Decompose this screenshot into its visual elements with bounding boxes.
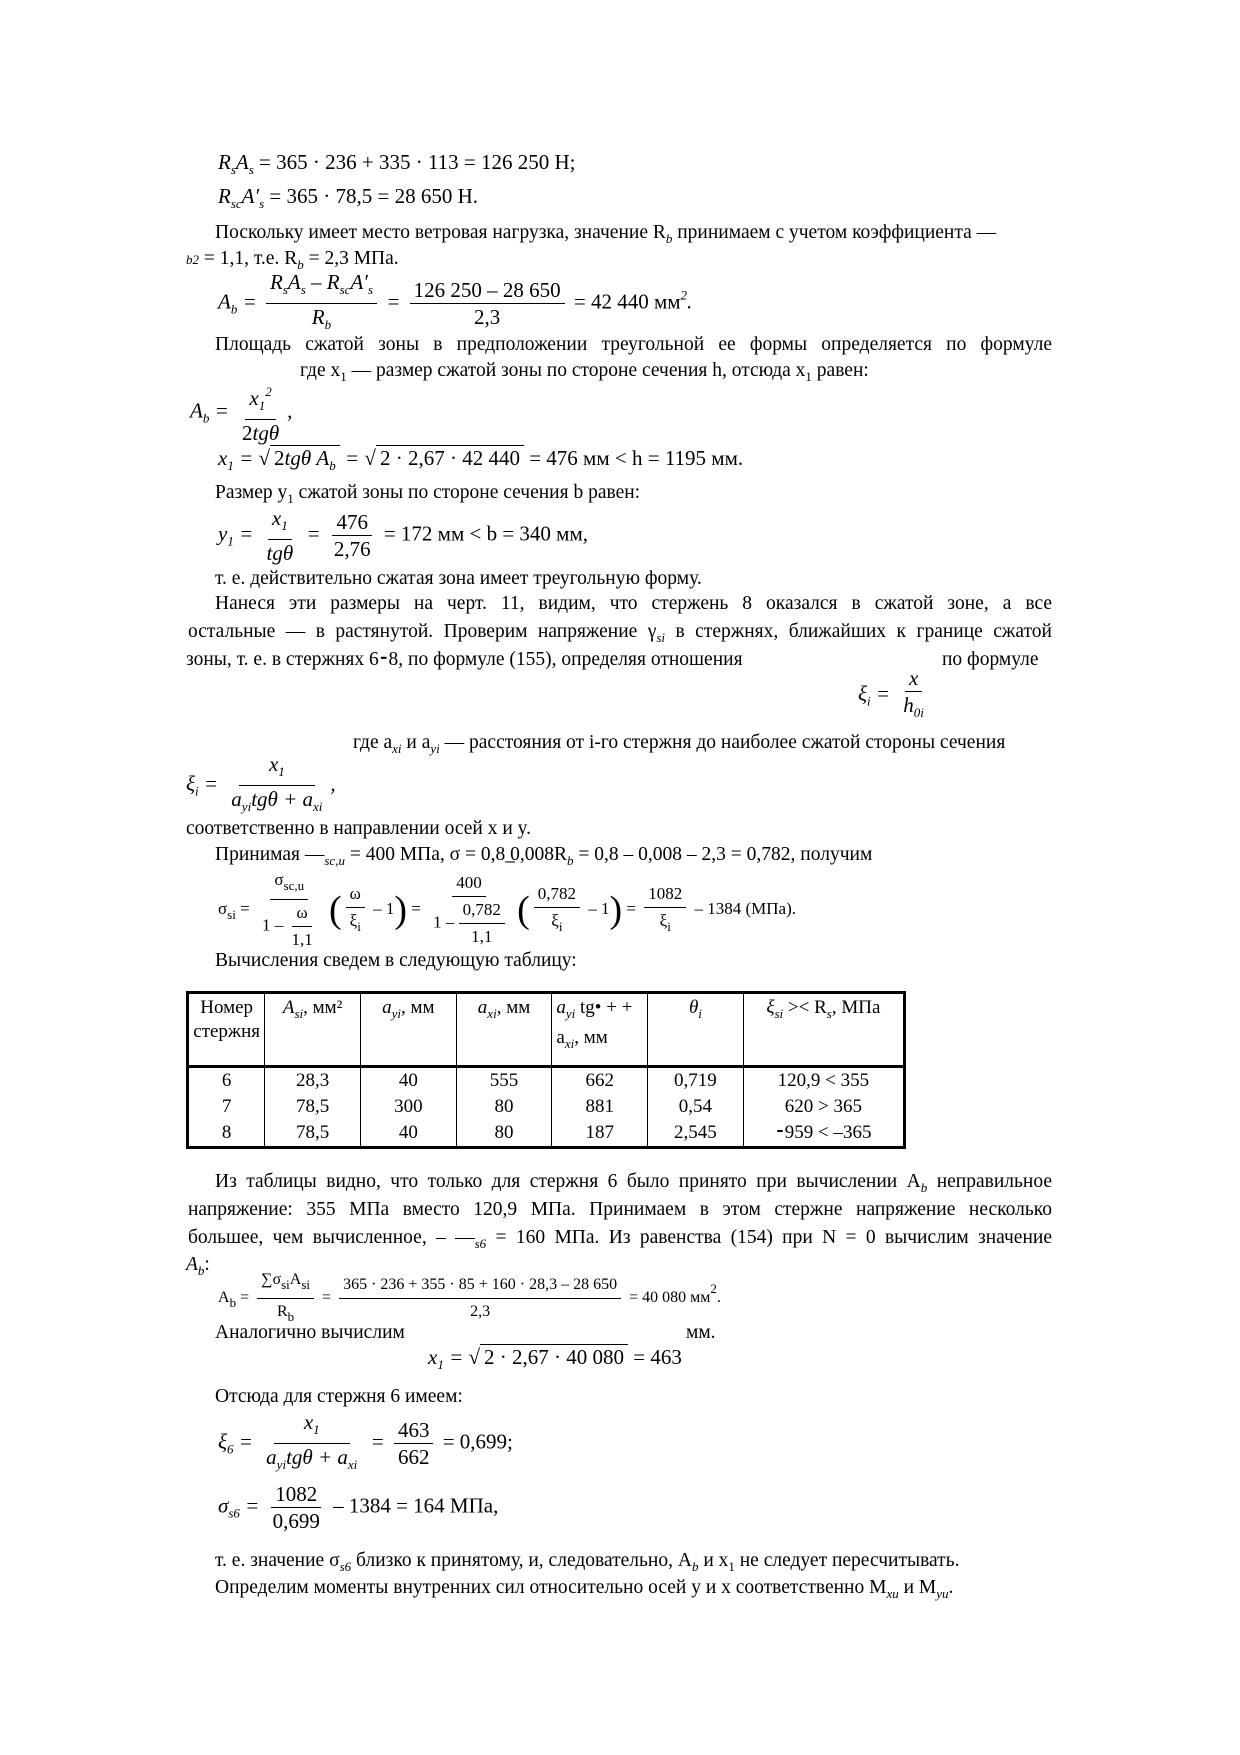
area-text-1: Площадь сжатой зоны в предположении треугольной ее формы определяется по формуле [215, 334, 1052, 355]
formula-rsc-as-rhs: = 365 · 78,5 = 28 650 H. [269, 184, 479, 208]
table-header-row [188, 993, 905, 1067]
paragraph-after-3: большее, чем вычисленное, – $—_{s6} = 160$ МПа. Из равенства (154) при N = 0 вычислим значение [188, 1227, 1052, 1251]
paragraph-directions: соответственно в направлении осей x и y. [186, 818, 532, 839]
paragraph-close: т. е. значение $\sigma_{s6}$ близко к принятому, и, следовательно, $A_b$ и $x_1$ не следует пересчитывать. [215, 1550, 960, 1574]
table-row: 7 78,5 300 80 881 0,54 620 > 365 [188, 1094, 905, 1120]
area-text-4: равен: [816, 360, 869, 381]
formula-xi-full-frac: $\frac{x_1}{a_{yi}tg\theta + a_{xi}}$ [231, 752, 323, 814]
paragraph-moments: Определим моменты внутренних сил относительно осей y и x соответственно $M_{xu}$ и $M_{yu}$. [215, 1577, 954, 1601]
formula-ab: $A_b$ = $\frac{R_sA_s - R_{sc}A'_s}{R_b}$ = $\frac{126 250 - 28 650}{2,3}$ = 42 440 $мм^2$. [218, 270, 692, 337]
formula-ab-triangle: $A_b$ = $\frac{x_1^2}{\text{2tgθ}}$ , [190, 380, 292, 445]
formula-ab-frac-numeric: $\frac{126 250 - 28 650}{2,3}$ [410, 278, 565, 329]
formula-y1-result: = 172 мм < b = 340 мм, [383, 521, 589, 546]
formula-y1: $y_1$ = $\frac{x_1}{\text{tgθ}}$ = $\frac{476}{2,76}$ = 172 мм < b = 340 мм, [218, 506, 589, 565]
formula-ab-second-result: = 40 080 мм [629, 1289, 711, 1307]
formula-y1-frac-numeric: $\frac{476}{2,76}$ [333, 510, 371, 561]
header-ayi: $a_{yi}$, мм [360, 993, 456, 1067]
formula-ab-frac-symbolic: $\frac{R_sA_s - R_{sc}A'_s}{R_b}$ [266, 270, 377, 337]
paragraph-after-4: $A_b$: [186, 1254, 210, 1278]
formula-rs-as-rhs: = 365 · 236 + 335 · 113 = 126 250 H; [259, 150, 576, 174]
wind-text-3: = 1,1, т.е. R [203, 248, 298, 269]
paragraph-triangle: т. е. действительно сжатая зона имеет треугольную форму. [215, 568, 702, 589]
paragraph-from-here: Отсюда для стержня 6 имеем: [215, 1386, 463, 1407]
paragraph-accept: Принимая $—_{sc,u} = 400$ МПа, σ = 0,8 $̲0,008R_b = 0,8 - 0,008 - 2,3 = 0,782$, получим [215, 844, 873, 868]
wind-text-1: Поскольку имеет место ветровая нагрузка, значение R [215, 222, 666, 243]
formula-ab-second: $A_b$ = $\frac{\sum\sigma_{si}A_{si}}{R_b}$ = $\frac{365 \cdot 236 + 355 \cdot 85 + 160 \cdot 28,3 - 28 650}{2,3}$ = 40 080 $мм^2$. [218, 1268, 721, 1329]
paragraph-apply-3: зоны, т. е. в стержнях 6⁃8, по формуле (155), определяя отношения [186, 649, 743, 670]
paragraph-area-cont: где $x_1$ — размер сжатой зоны по стороне сечения h, отсюда $x_1$ равен: [300, 360, 869, 384]
paragraph-apply-2: остальные — в растянутой. Проверим напряжение $\gamma_{si}$ в стержнях, ближайших к границе сжатой [188, 621, 1052, 645]
formula-xi-simple-frac: $\frac{x}{h_{0i}}$ [903, 666, 924, 720]
formula-xi-simple: $\xi_i$ = $\frac{x}{h_{0i}}$ [858, 666, 932, 725]
formula-xi6: $\xi_6$ = $\frac{x_1}{a_{yi}tg\theta + a_{xi}}$ = $\frac{463}{662}$ = 0,699; [218, 1410, 513, 1472]
paragraph-analog: Аналогично вычислим [215, 1322, 405, 1343]
paragraph-wind-load: Поскольку имеет место ветровая нагрузка, значение $R_b$ принимаем с учетом коэффициента — [215, 222, 997, 246]
table-row: 6 28,3 40 555 662 0,719 120,9 < 355 [188, 1067, 905, 1095]
paragraph-table-intro: Вычисления сведем в следующую таблицу: [215, 950, 577, 971]
formula-xi-full: $\xi_i$ = $\frac{x_1}{a_{yi}tg\theta + a_{xi}}$ , [186, 752, 336, 819]
formula-x1-second: $x_1$ = √ 2 · 2,67 · 40 080 = 463 [428, 1345, 682, 1372]
formula-sigma-s6: $\sigma_{s6}$ = $\frac{1082}{0,699}$ – 1384 = 164 МПа, [218, 1482, 499, 1533]
paragraph-area [215, 331, 1052, 359]
header-theta: $\theta_i$ [648, 993, 744, 1067]
header-xi: $\xi_{si} >< R_s$, МПа [743, 993, 904, 1067]
paragraph-after-2: напряжение: 355 МПа вместо 120,9 МПа. Принимаем в этом стержне напряжение несколько [188, 1199, 1052, 1220]
paragraph-after-1: Из таблицы видно, что только для стержня 6 было принято при вычислении $A_b$ неправильное [215, 1171, 1052, 1195]
formula-x1: $x_1$ = √ 2tgθ $A_b$ = √ 2 · 2,67 · 42 440 = 476 мм < h = 1195 мм. [218, 446, 744, 473]
formula-x1-result: = 476 мм < h = 1195 мм. [529, 446, 744, 470]
wind-text-2: принимаем с учетом коэффициента — [677, 222, 997, 243]
wind-text-4: = 2,3 МПа. [308, 248, 399, 269]
formula-ab-result: = 42 440 мм [573, 289, 681, 314]
formula-sigma-si: $\sigma_{si}$ = $\sigma_{sc,u}$ 1 – $\frac{\omega}{1,1}$ ( $\frac{\omega}{\xi_i}$ – 1) = 400 1 – $\frac{0,782}{1,1}$ ( $\frac{0,782}{\xi_i}$ – 1) = $\frac{1082}{\xi_i}$ – 1384 (МПа). [218, 870, 796, 949]
header-sum: $a_{yi}$ tg• + + $a_{xi}$, мм [552, 993, 648, 1067]
area-text-2: где x [300, 360, 341, 381]
header-axi: $a_{xi}$, мм [456, 993, 552, 1067]
paragraph-analog-unit: мм. [686, 1322, 716, 1343]
size-y-text-2: сжатой зоны по стороне сечения b равен: [298, 482, 641, 503]
area-text-3: — размер сжатой зоны по стороне сечения h, отсюда x [351, 360, 806, 381]
formula-rsc-as: $R_{sc}A'_s = 365 \cdot 78,5 = 28$ 650 H. [218, 184, 479, 211]
paragraph-apply-4: по формуле [942, 649, 1039, 670]
header-area: $A_{si}$, мм² [265, 993, 361, 1067]
paragraph-where: где $a_{xi}$ и $a_{yi}$ — расстояния от i-го стержня до наиболее сжатой стороны сечения [353, 732, 1006, 756]
paragraph-apply-1: Нанеся эти размеры на черт. 11, видим, что стержень 8 оказался в сжатой зоне, а все [215, 593, 1052, 614]
results-table [186, 991, 906, 1149]
header-bar-number: Номер стержня [188, 993, 265, 1067]
paragraph-wind-load-cont: b2 = 1,1, т.е. $R_b = 2,3$ МПа. [186, 248, 399, 272]
formula-y1-frac-symbolic: $\frac{x_1}{\text{tgθ}}$ [266, 506, 294, 565]
size-y-text-1: Размер y [215, 482, 288, 503]
formula-sigma-tail: – 1384 (МПа). [694, 898, 796, 918]
formula-ab-triangle-frac: $\frac{x_1^2}{\text{2tgθ}}$ [238, 380, 283, 445]
table-row: 8 78,5 40 80 187 2,545 ⁃959 < –365 [188, 1120, 905, 1148]
formula-rs-as: $R_sA_s = 365 \cdot 236 + 335 \cdot 113 = 126$ 250 H; [218, 150, 576, 177]
paragraph-size-y1: Размер $y_1$ сжатой зоны по стороне сечения b равен: [215, 482, 641, 506]
